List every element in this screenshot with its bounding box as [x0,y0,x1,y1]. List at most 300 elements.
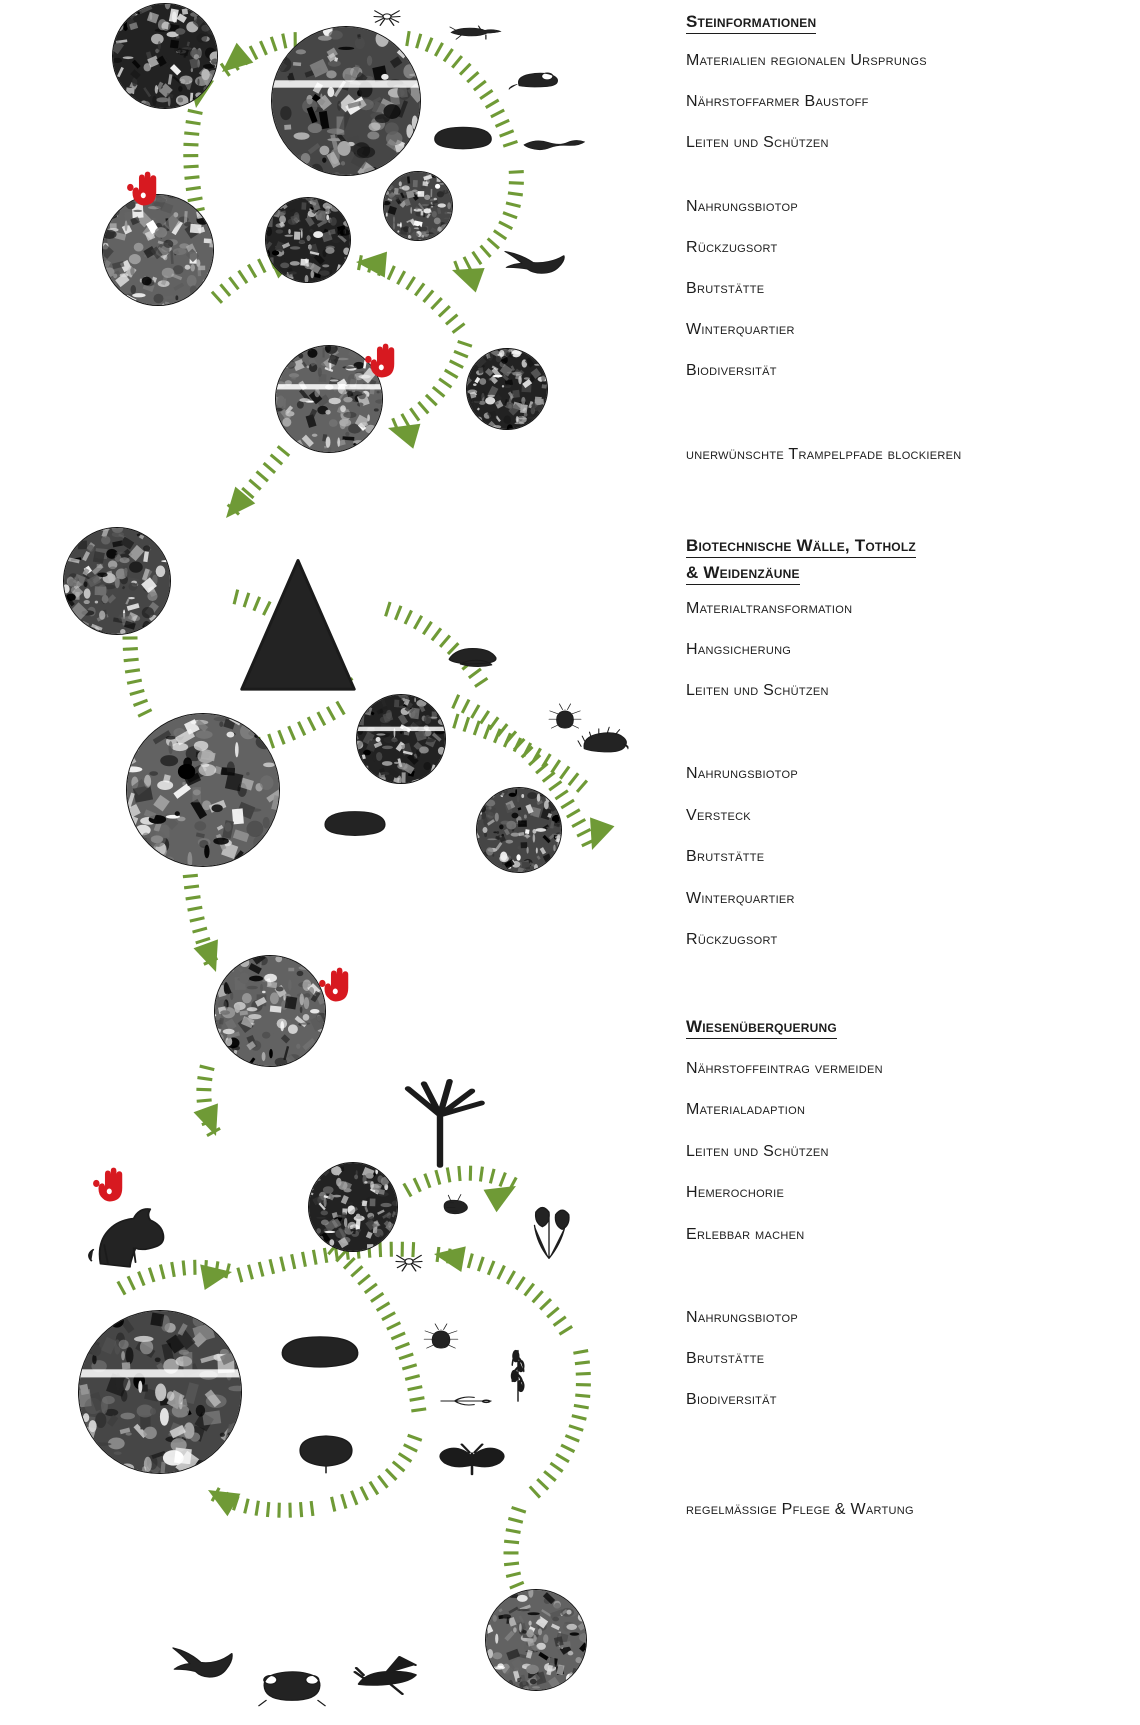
flow-tick [490,1169,494,1184]
flow-meadow-9 [504,1507,526,1588]
photo-texture [215,956,325,1066]
flow-tick [498,1266,505,1280]
flow-tick [393,1462,405,1472]
legend-function-item: Hangsicherung [686,641,792,658]
flow-tick [321,651,332,661]
flow-tick [184,886,199,888]
photo-image [64,528,170,634]
shoes-walkway-photo [308,1162,398,1252]
flow-tick [351,1266,362,1276]
flow-tick [365,1284,377,1293]
flow-tick [239,271,247,283]
flow-tick [414,616,421,629]
flow-tick [260,41,266,55]
flow-tick [298,627,308,638]
flow-tick [290,620,299,632]
flow-tick [313,1250,316,1265]
flow-tick [491,110,504,117]
flow-tick [371,1293,383,1301]
flow-tick [234,590,238,605]
photo-image [79,1311,241,1473]
flow-tick [378,1476,387,1488]
flow-tick [186,897,201,899]
flow-arrowhead [214,43,254,82]
flow-meadow-1 [404,1166,523,1213]
photo-texture [64,528,170,634]
trail-path-photo [275,345,383,453]
photo-texture [113,4,217,108]
photo-image [477,788,561,872]
flow-tick [576,1373,591,1374]
legend-benefit-item: Brutstätte [686,1350,765,1367]
flow-tick [282,613,290,625]
flow-tick [464,717,469,731]
photo-image [127,714,279,866]
flow-tick [462,700,469,713]
red-concrete-block-photo [102,194,214,306]
stone-pile-photo [271,26,421,176]
flow-tick [550,1463,562,1472]
flow-tick [118,1281,125,1294]
flow-tick [565,1436,579,1442]
legend-function-item: Leiten und Schützen [686,1143,829,1160]
flow-tick [415,283,424,295]
flow-tick [250,46,257,59]
flow-tick [245,1499,248,1514]
flow-tick [128,1276,134,1290]
flow-tick [452,56,462,68]
flow-tick [462,660,474,670]
flow-tick [533,1291,543,1302]
flow-tick [413,1242,414,1257]
flow-stone-8 [216,446,289,526]
legend-function-item: Nährstoffeintrag vermeiden [686,1060,883,1077]
legend-heading-text: Biotechnische Wälle, Totholz [686,536,916,558]
flow-tick [186,187,201,189]
flow-tick [370,1482,378,1495]
photo-texture [384,172,452,240]
flow-tick [337,702,345,715]
flow-tick [499,222,512,229]
flow-tick [556,1454,569,1462]
legend-benefit-item: Nahrungsbiotop [686,198,798,215]
legend-heading-text: Wiesenüberquerung [686,1017,837,1039]
flow-tick [572,1416,587,1420]
flow-tick [472,705,479,718]
photo-texture [486,1590,586,1690]
flow-tick [540,1299,551,1309]
flow-tick [127,680,142,683]
flow-tick [508,1518,523,1522]
photo-texture [357,695,445,783]
flow-tick [301,1502,302,1517]
flow-tick [344,1258,355,1269]
flow-tick [391,1333,405,1339]
flow-tick [486,100,499,108]
flow-tick [256,1501,258,1516]
flow-tick [263,602,270,615]
flow-tick [351,1491,356,1505]
flow-tick [160,1264,164,1279]
legend-function-item: Hemerochorie [686,1184,785,1201]
flow-tick [431,298,441,309]
flow-tick [334,669,346,678]
photo-texture [276,346,382,452]
legend-benefit-item: Biodiversität [686,1391,777,1408]
flow-tick [458,341,472,346]
legend-note-item: regelmässige Pflege & Wartung [686,1501,914,1518]
flow-tick [258,259,265,272]
flow-tick [377,1303,390,1311]
legend-benefit-item: Winterquartier [686,321,795,338]
frost-vegetation-photo [383,171,453,241]
legend-function-item: Leiten und Schützen [686,682,829,699]
legend-benefit-item: Winterquartier [686,890,795,907]
flow-tick [229,277,238,289]
flow-tick [468,1254,472,1268]
flow-tick [544,1471,556,1480]
flow-tick [575,1395,590,1396]
flow-wall-4 [386,602,488,687]
flow-arrowhead [202,1479,241,1517]
photo-image [103,195,213,305]
flow-tick [395,1343,409,1348]
flow-tick [503,213,517,218]
flow-wall-2 [234,590,352,687]
flow-tick [292,1254,295,1269]
legend-note-item: unerwünschte Trampelpfade blockieren [686,446,962,463]
flow-tick [405,1376,420,1380]
flow-tick [435,43,442,56]
flow-arrowhead [384,416,420,449]
flow-tick [303,1252,306,1267]
flow-tick [130,690,144,694]
flow-tick [488,239,499,249]
flow-tick [405,610,411,624]
legend-function-item: Nährstoffarmer Baustoff [686,93,869,110]
legend-heading-biotechnische-waelle [686,536,916,556]
flow-tick [454,714,458,728]
flow-stone-5 [448,172,524,293]
flow-tick [469,669,481,678]
flow-tick [488,1261,494,1275]
flow-tick [552,760,560,773]
flow-tick [510,1582,524,1588]
legend-heading-text: Steinformationen [686,12,816,34]
flow-tick [439,306,450,316]
flow-tick [423,622,431,635]
frost-branch-photo [356,694,446,784]
flow-tick [537,1479,548,1489]
flow-meadow-4 [432,1241,572,1334]
flow-tick [481,246,491,257]
legend-benefit-item: Rückzugsort [686,931,778,948]
flow-tick [554,1317,566,1326]
legend-heading-biotechnische-waelle [686,563,800,583]
photo-texture [103,195,213,305]
photo-image [486,1590,586,1690]
flow-stone-7 [384,341,471,448]
flow-tick [342,1494,346,1508]
legend-benefit-item: Brutstätte [686,848,765,865]
flow-tick [328,660,340,669]
flow-tick [402,1365,416,1369]
flow-tick [270,1259,274,1274]
photo-texture [309,1163,397,1251]
flow-tick [418,402,428,413]
flow-tick [447,1168,450,1183]
flow-tick [569,773,578,785]
photo-texture [266,198,350,282]
flow-tick [560,767,569,779]
flow-tick [407,277,415,290]
flow-tick [273,607,281,620]
flow-stone-6 [355,249,465,333]
flow-tick [500,1173,505,1187]
flow-tick [125,670,140,672]
flow-tick [460,64,470,75]
flow-tick [387,1323,400,1330]
flow-tick [212,292,222,303]
flow-tick [259,1262,263,1277]
flow-tick [444,49,452,61]
flow-tick [446,315,457,325]
legend-benefit-item: Nahrungsbiotop [686,1309,798,1326]
photo-texture [467,349,547,429]
photo-texture [79,1311,241,1473]
flow-tick [506,1573,521,1577]
flow-tick [525,1284,534,1296]
flow-tick [318,712,325,725]
photo-texture [127,714,279,866]
flow-tick [508,193,523,195]
flow-tick [408,1387,423,1390]
flow-tick [504,1541,519,1543]
flow-tick [308,717,315,730]
photo-texture [272,27,420,175]
flow-tick [440,636,450,647]
flow-meadow-6 [328,1243,426,1411]
flow-tick [436,1170,440,1184]
flow-tick [481,711,489,724]
flow-tick [399,1354,413,1359]
flow-tick [500,131,514,136]
legend-benefit-item: Brutstätte [686,280,765,297]
flow-tick [139,1272,145,1286]
flow-tick [484,725,489,739]
flow-tick [464,257,471,270]
photo-image [357,695,445,783]
photo-image [276,346,382,452]
flow-tick [200,1066,215,1070]
flow-tick [257,471,268,481]
flow-tick [424,290,434,302]
photo-image [113,4,217,108]
red-path-meadow-photo [214,955,326,1067]
flow-tick [402,414,409,427]
flow-tick [575,1362,590,1364]
flow-tick [439,379,451,388]
flow-tick [480,90,492,98]
photo-image [272,27,420,175]
flow-tick [149,1268,154,1282]
flow-tick [507,1271,514,1284]
photo-image [384,172,452,240]
flow-wall-5 [454,714,587,792]
flow-tick [426,395,437,405]
flow-tick [426,38,432,52]
photo-image [215,956,325,1066]
flow-tick [432,628,441,640]
photo-image [309,1163,397,1251]
flow-tick [399,1453,412,1461]
flow-tick [453,324,465,333]
flow-tick [197,1100,212,1101]
flow-tick [408,1435,422,1440]
flow-tick [459,1166,460,1181]
flow-tick [314,643,325,653]
flow-tick [516,1277,524,1290]
flow-tick [267,1502,268,1517]
flow-tick [496,120,510,126]
flow-tick [506,203,521,207]
flow-tick [425,1174,430,1188]
legend-benefit-item: Biodiversität [686,362,777,379]
flow-tick [188,110,203,113]
legend-function-item: Materialadaption [686,1101,806,1118]
flow-tick [448,643,458,654]
photo-image [266,198,350,282]
flow-wall-8 [194,1066,229,1140]
flow-tick [512,1507,526,1512]
flow-tick [411,1409,426,1411]
flow-tick [249,1265,253,1279]
flow-meadow-5 [530,1351,591,1498]
flow-tick [382,1313,395,1320]
flow-tick [572,819,585,826]
flow-tick [509,172,524,173]
flow-tick [506,1530,521,1533]
flow-tick [453,695,459,709]
flow-tick [197,1078,212,1080]
flow-tick [395,606,401,620]
flow-tick [386,602,391,616]
legend-function-item: Leiten und Schützen [686,134,829,151]
forest-deadwood-photo [63,527,171,635]
flow-tick [340,678,353,686]
flow-tick [480,1167,482,1182]
flow-tick [577,829,590,836]
meadow-mowing-photo [485,1589,587,1691]
flow-tick [567,810,580,818]
flow-tick [398,271,405,284]
flow-tick [388,266,394,280]
legend-heading-text: & Weidenzäune [686,563,800,585]
flow-meadow-2 [118,1259,234,1294]
legend-benefit-item: Versteck [686,807,751,824]
flow-tick [445,370,458,378]
flow-tick [467,72,478,82]
legend-heading-wiesenueberquerung [686,1017,837,1037]
flow-tick [574,1405,589,1407]
flow-tick [410,1398,425,1401]
flow-tick [133,700,147,705]
flow-tick [311,1501,313,1516]
flow-tick [332,1497,335,1512]
flow-tick [386,1469,396,1480]
flow-tick [450,361,463,368]
flow-tick [414,1178,420,1192]
flow-meadow-7 [332,1435,422,1511]
flow-tick [188,907,203,910]
flow-tick [196,938,210,943]
flow-tick [474,721,479,735]
flow-tick [547,1308,559,1318]
flow-tick [172,1262,175,1277]
flow-tick [190,918,205,921]
flow-tick [455,651,466,661]
flow-tick [185,177,200,179]
stone-rubble-site-photo [112,3,218,109]
flow-tick [573,1351,588,1354]
flow-tick [183,144,198,145]
flow-tick [183,1261,184,1276]
flow-tick [503,141,517,146]
flow-tick [184,166,199,167]
flow-tick [244,593,249,607]
flow-tick [298,722,304,736]
flow-tick [279,730,284,744]
flow-tick [433,387,445,397]
flow-tick [249,480,260,490]
flow-tick [410,408,419,420]
gravel-heap-photo [265,197,351,283]
woodpecker-tree-photo [476,787,562,873]
flow-tick [271,455,283,465]
flow-arrowhead [580,817,615,854]
flow-tick [489,717,498,729]
legend-function-item: Erlebbar machen [686,1226,805,1243]
legend-function-item: Materialien regionalen Ursprungs [686,52,927,69]
flow-tick [561,1445,574,1452]
flow-tick [474,81,486,90]
flow-tick [454,351,468,357]
flow-tick [183,875,198,876]
flow-arrowhead [355,249,387,278]
flow-stone-4 [407,31,518,146]
flow-tick [358,1275,370,1285]
legend-benefit-item: Rückzugsort [686,239,778,256]
flow-tick [281,1257,284,1272]
flow-tick [264,463,275,473]
branch-stack-photo [126,713,280,867]
flow-tick [238,1268,242,1282]
flow-tick [124,659,139,660]
flow-tick [475,678,488,686]
flow-tick [306,635,316,646]
photo-texture [477,788,561,872]
flow-tick [193,928,207,932]
flow-tick [186,122,201,124]
flow-tick [543,772,555,781]
flow-tick [473,252,481,264]
flow-tick [248,265,256,278]
flow-tick [494,231,506,239]
legend-function-item: Materialtransformation [686,600,853,617]
flow-tick [478,1257,483,1271]
flow-tick [361,1487,368,1500]
flow-tick [327,707,334,720]
